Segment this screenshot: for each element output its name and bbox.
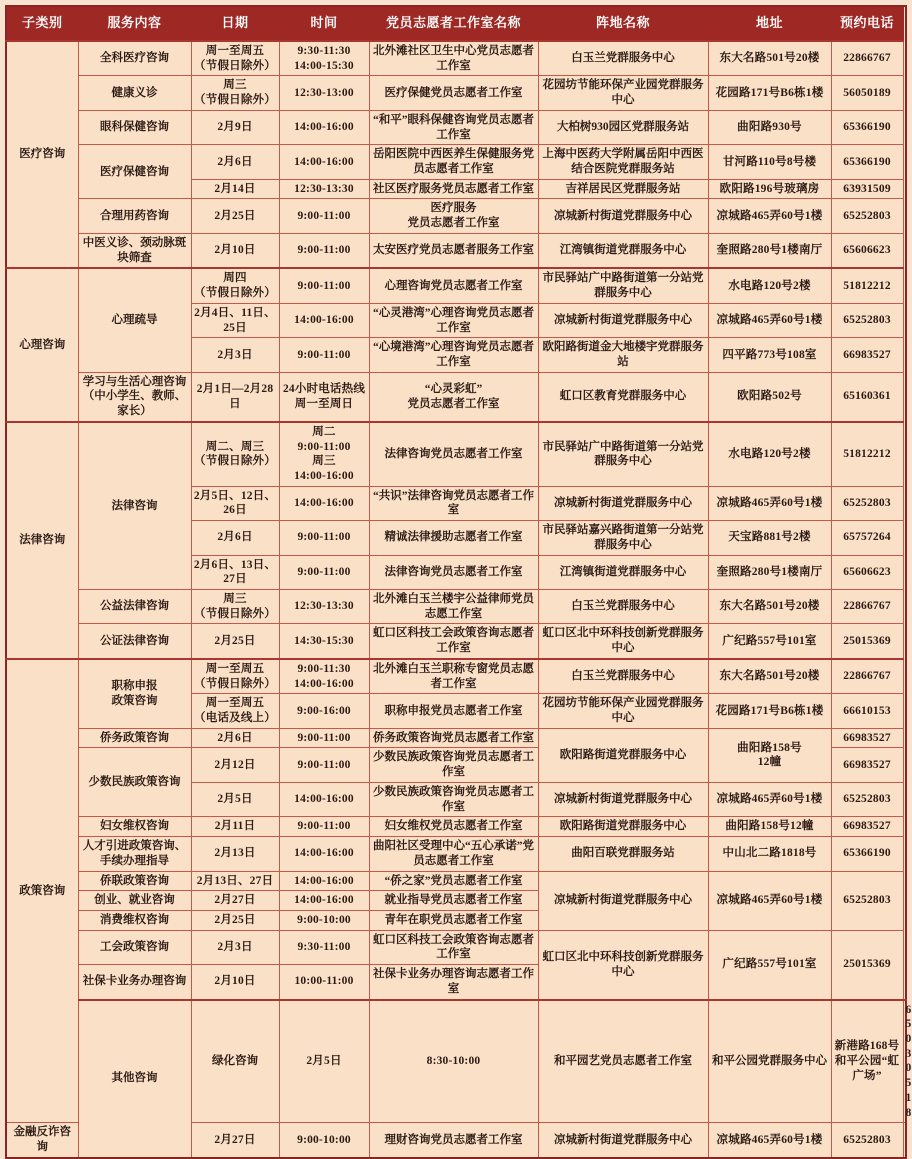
- phone-cell: 66983527: [831, 748, 903, 782]
- base-cell: 吉祥居民区党群服务站: [538, 179, 708, 199]
- time-cell: 9:00-11:00: [279, 268, 369, 303]
- base-cell: 江湾镇街道党群服务中心: [538, 555, 708, 589]
- phone-cell: 65252803: [831, 303, 903, 337]
- studio-cell: 理财咨询党员志愿者工作室: [369, 1123, 538, 1158]
- time-cell: 9:30-11:00: [279, 930, 369, 964]
- service-cell: 学习与生活心理咨询（中小学生、教师、家长）: [78, 372, 191, 422]
- time-cell: 12:30-13:30: [279, 590, 369, 624]
- studio-cell: “侨之家”党员志愿者工作室: [369, 871, 538, 891]
- phone-cell: 65252803: [831, 871, 903, 930]
- address-cell: 凉城路465弄60号1楼: [708, 486, 831, 520]
- phone-cell: 65030518: [903, 1000, 906, 1123]
- phone-cell: 66983527: [831, 817, 903, 837]
- date-cell: 周一至周五 （节假日除外）: [191, 659, 279, 694]
- base-cell: 江湾镇街道党群服务中心: [538, 233, 708, 268]
- phone-cell: 22866767: [831, 590, 903, 624]
- table-row: [6, 817, 906, 837]
- studio-cell: 岳阳医院中西医养生保健服务党员志愿者工作室: [369, 145, 538, 179]
- base-cell: 凉城新村街道党群服务中心: [538, 486, 708, 520]
- phone-cell: 66610153: [831, 694, 903, 728]
- table-row: [6, 871, 906, 891]
- date-cell: 2月9日: [191, 110, 279, 144]
- date-cell: 周三 （节假日除外）: [191, 590, 279, 624]
- date-cell: 2月6日: [191, 521, 279, 555]
- service-cell: 消费维权咨询: [78, 910, 191, 930]
- phone-cell: 65757264: [831, 521, 903, 555]
- address-cell: 中山北二路1818号: [708, 837, 831, 871]
- header-row: [6, 6, 906, 41]
- time-cell: 14:00-16:00: [279, 145, 369, 179]
- base-cell: 白玉兰党群服务中心: [538, 590, 708, 624]
- table-header: [6, 6, 906, 41]
- time-cell: 9:30-11:30 14:00-15:30: [279, 41, 369, 76]
- table-row: [6, 110, 906, 144]
- date-cell: 2月27日: [191, 891, 279, 911]
- time-cell: 9:00-10:00: [279, 910, 369, 930]
- time-cell: 14:00-16:00: [279, 110, 369, 144]
- time-cell: 12:30-13:30: [279, 179, 369, 199]
- studio-cell: 虹口区科技工会政策咨询志愿者工作室: [369, 624, 538, 659]
- base-cell: 大柏树930园区党群服务站: [538, 110, 708, 144]
- time-cell: 9:00-16:00: [279, 694, 369, 728]
- address-cell: 曲阳路930号: [708, 110, 831, 144]
- studio-cell: 侨务政策咨询党员志愿者工作室: [369, 728, 538, 748]
- phone-cell: 65252803: [831, 486, 903, 520]
- studio-cell: “和平”眼科保健咨询党员志愿者工作室: [369, 110, 538, 144]
- table-body: [6, 41, 912, 1158]
- studio-cell: 法律咨询党员志愿者工作室: [369, 555, 538, 589]
- date-cell: 2月6日: [191, 728, 279, 748]
- service-cell: 公证法律咨询: [78, 624, 191, 659]
- address-cell: 曲阳路158号12幢: [708, 817, 831, 837]
- time-cell: 10:00-11:00: [279, 965, 369, 1000]
- studio-cell: 社保卡业务办理咨询志愿者工作室: [369, 965, 538, 1000]
- time-cell: 周二 9:00-11:00 周三 14:00-16:00: [279, 422, 369, 486]
- phone-cell: 65252803: [831, 782, 903, 816]
- address-cell: 奎照路280号1楼南厅: [708, 555, 831, 589]
- service-cell: 法律咨询: [78, 422, 191, 590]
- service-cell: 职称申报 政策咨询: [78, 659, 191, 728]
- studio-cell: 少数民族政策咨询党员志愿者工作室: [369, 782, 538, 816]
- studio-cell: 社区医疗服务党员志愿者工作室: [369, 179, 538, 199]
- date-cell: 2月4日、11日、25日: [191, 303, 279, 337]
- table-row: [6, 145, 906, 179]
- table-row: [6, 41, 906, 76]
- studio-cell: 北外滩白玉兰职称专窗党员志愿者工作室: [369, 659, 538, 694]
- date-cell: 2月12日: [191, 748, 279, 782]
- category-cell: 法律咨询: [6, 422, 78, 659]
- base-cell: 欧阳路街道金大地楼宇党群服务站: [538, 338, 708, 372]
- phone-cell: 51812212: [831, 268, 903, 303]
- date-cell: 2月25日: [191, 910, 279, 930]
- date-cell: 2月5日、12日、26日: [191, 486, 279, 520]
- date-cell: 2月13日、27日: [191, 871, 279, 891]
- date-cell: 2月3日: [191, 930, 279, 964]
- table-row: [6, 659, 906, 694]
- address-cell: 东大名路501号20楼: [708, 659, 831, 694]
- base-cell: 白玉兰党群服务中心: [538, 41, 708, 76]
- date-cell: 2月14日: [191, 179, 279, 199]
- time-cell: 9:00-11:00: [279, 199, 369, 233]
- phone-cell: 56050189: [831, 76, 903, 110]
- base-cell: 凉城新村街道党群服务中心: [538, 199, 708, 233]
- date-cell: 2月3日: [191, 338, 279, 372]
- time-cell: 9:00-11:00: [279, 555, 369, 589]
- base-cell: 市民驿站广中路街道第一分站党群服务中心: [538, 268, 708, 303]
- base-cell: 市民驿站嘉兴路街道第一分站党群服务中心: [538, 521, 708, 555]
- service-cell: 人才引进政策咨询、手续办理指导: [78, 837, 191, 871]
- studio-cell: 职称申报党员志愿者工作室: [369, 694, 538, 728]
- column-header-sub-category: 子类别: [6, 6, 78, 41]
- studio-cell: 心理咨询党员志愿者工作室: [369, 268, 538, 303]
- column-header-party-volunteer-studio-name: 党员志愿者工作室名称: [369, 6, 538, 41]
- service-cell: 社保卡业务办理咨询: [78, 965, 191, 1000]
- date-cell: 周二、周三 （节假日除外）: [191, 422, 279, 486]
- time-cell: 12:30-13:00: [279, 76, 369, 110]
- time-cell: 9:00-11:00: [279, 728, 369, 748]
- phone-cell: 25015369: [831, 930, 903, 999]
- table-row: [6, 372, 906, 422]
- column-header-date: 日期: [191, 6, 279, 41]
- column-header-service-content: 服务内容: [78, 6, 191, 41]
- date-cell: 周四 （节假日除外）: [191, 268, 279, 303]
- column-header-reservation-phone: 预约电话: [831, 6, 903, 41]
- base-cell: 花园坊节能环保产业园党群服务中心: [538, 76, 708, 110]
- phone-cell: 65366190: [831, 110, 903, 144]
- phone-cell: 66983527: [831, 728, 903, 748]
- service-cell: 侨联政策咨询: [78, 871, 191, 891]
- category-cell: 政策咨询: [6, 659, 78, 1123]
- address-cell: 广纪路557号101室: [708, 624, 831, 659]
- address-cell: 凉城路465弄60号1楼: [708, 1123, 831, 1158]
- time-cell: 8:30-10:00: [369, 1000, 538, 1123]
- address-cell: 曲阳路158号 12幢: [708, 728, 831, 782]
- studio-cell: 少数民族政策咨询党员志愿者工作室: [369, 748, 538, 782]
- phone-cell: 65606623: [831, 233, 903, 268]
- address-cell: 东大名路501号20楼: [708, 41, 831, 76]
- table-row: [6, 728, 906, 748]
- date-cell: 2月5日: [191, 782, 279, 816]
- phone-cell: 25015369: [831, 624, 903, 659]
- time-cell: 9:00-11:00: [279, 233, 369, 268]
- address-cell: 凉城路465弄60号1楼: [708, 871, 831, 930]
- address-cell: 水电路120号2楼: [708, 422, 831, 486]
- base-cell: 凉城新村街道党群服务中心: [538, 1123, 708, 1158]
- table-row: [6, 422, 906, 486]
- service-cell: 医疗保健咨询: [78, 145, 191, 199]
- table-row: [6, 930, 906, 964]
- address-cell: 欧阳路196号玻璃房: [708, 179, 831, 199]
- studio-cell: 精诚法律援助志愿者工作室: [369, 521, 538, 555]
- time-cell: 9:00-11:30 14:00-16:00: [279, 659, 369, 694]
- studio-cell: 就业指导党员志愿者工作室: [369, 891, 538, 911]
- base-cell: 凉城新村街道党群服务中心: [538, 303, 708, 337]
- date-cell: 2月6日、13日、27日: [191, 555, 279, 589]
- service-cell: 公益法律咨询: [78, 590, 191, 624]
- base-cell: 虹口区北中环科技创新党群服务中心: [538, 930, 708, 999]
- service-cell: 健康义诊: [78, 76, 191, 110]
- table-row: [6, 76, 906, 110]
- phone-cell: 22866767: [831, 41, 903, 76]
- studio-cell: 太安医疗党员志愿者服务工作室: [369, 233, 538, 268]
- base-cell: 欧阳路街道党群服务中心: [538, 728, 708, 782]
- base-cell: 虹口区北中环科技创新党群服务中心: [538, 624, 708, 659]
- studio-cell: 北外滩白玉兰楼宇公益律师党员志愿工作室: [369, 590, 538, 624]
- studio-cell: “心境港湾”心理咨询党员志愿者工作室: [369, 338, 538, 372]
- address-cell: 四平路773号108室: [708, 338, 831, 372]
- base-cell: 欧阳路街道党群服务中心: [538, 817, 708, 837]
- date-cell: 2月13日: [191, 837, 279, 871]
- address-cell: 凉城路465弄60号1楼: [708, 782, 831, 816]
- base-cell: 花园坊节能环保产业园党群服务中心: [538, 694, 708, 728]
- date-cell: 周一至周五 （电话及线上）: [191, 694, 279, 728]
- address-cell: 水电路120号2楼: [708, 268, 831, 303]
- time-cell: 9:00-11:00: [279, 338, 369, 372]
- table-row: [6, 624, 906, 659]
- date-cell: 2月10日: [191, 233, 279, 268]
- time-cell: 9:00-10:00: [279, 1123, 369, 1158]
- time-cell: 14:00-16:00: [279, 837, 369, 871]
- address-cell: 凉城路465弄60号1楼: [708, 199, 831, 233]
- time-cell: 9:00-11:00: [279, 817, 369, 837]
- service-cell: 绿化咨询: [191, 1000, 279, 1123]
- category-cell: 医疗咨询: [6, 41, 78, 268]
- studio-cell: 和平园艺党员志愿者工作室: [538, 1000, 708, 1123]
- date-cell: 周三 （节假日除外）: [191, 76, 279, 110]
- service-cell: 中医义诊、颈动脉斑块筛查: [78, 233, 191, 268]
- time-cell: 9:00-11:00: [279, 521, 369, 555]
- date-cell: 2月10日: [191, 965, 279, 1000]
- table-row: [6, 837, 906, 871]
- date-cell: 2月1日—2月28日: [191, 372, 279, 422]
- service-cell: 妇女维权咨询: [78, 817, 191, 837]
- phone-cell: 66983527: [831, 338, 903, 372]
- address-cell: 东大名路501号20楼: [708, 590, 831, 624]
- base-cell: 和平公园党群服务中心: [708, 1000, 831, 1123]
- studio-cell: 青年在职党员志愿者工作室: [369, 910, 538, 930]
- time-cell: 14:00-16:00: [279, 891, 369, 911]
- service-schedule-table: [5, 5, 912, 1159]
- studio-cell: 曲阳社区受理中心“五心承诺”党员志愿者工作室: [369, 837, 538, 871]
- time-cell: 24小时电话热线周一至周日: [279, 372, 369, 422]
- studio-cell: “共识”法律咨询党员志愿者工作室: [369, 486, 538, 520]
- base-cell: 曲阳百联党群服务站: [538, 837, 708, 871]
- time-cell: 14:00-16:00: [279, 303, 369, 337]
- service-cell: 少数民族政策咨询: [78, 748, 191, 817]
- studio-cell: 北外滩社区卫生中心党员志愿者工作室: [369, 41, 538, 76]
- phone-cell: 22866767: [831, 659, 903, 694]
- base-cell: 上海中医药大学附属岳阳中西医结合医院党群服务站: [538, 145, 708, 179]
- table-row: [6, 1000, 906, 1123]
- address-cell: 奎照路280号1楼南厅: [708, 233, 831, 268]
- base-cell: 白玉兰党群服务中心: [538, 659, 708, 694]
- service-cell: 全科医疗咨询: [78, 41, 191, 76]
- studio-cell: “心灵彩虹” 党员志愿者工作室: [369, 372, 538, 422]
- time-cell: 14:00-16:00: [279, 782, 369, 816]
- service-cell: 工会政策咨询: [78, 930, 191, 964]
- service-cell: 心理疏导: [78, 268, 191, 372]
- phone-cell: 51812212: [831, 422, 903, 486]
- base-cell: 凉城新村街道党群服务中心: [538, 782, 708, 816]
- address-cell: 花园路171号B6栋1楼: [708, 76, 831, 110]
- phone-cell: 65252803: [831, 1123, 903, 1158]
- phone-cell: 65366190: [831, 145, 903, 179]
- table-row: [6, 590, 906, 624]
- studio-cell: 虹口区科技工会政策咨询志愿者工作室: [369, 930, 538, 964]
- phone-cell: 65252803: [831, 199, 903, 233]
- studio-cell: 妇女维权党员志愿者工作室: [369, 817, 538, 837]
- table-row: [6, 233, 906, 268]
- address-cell: 花园路171号B6栋1楼: [708, 694, 831, 728]
- studio-cell: 医疗保健党员志愿者工作室: [369, 76, 538, 110]
- date-cell: 2月6日: [191, 145, 279, 179]
- phone-cell: 65606623: [831, 555, 903, 589]
- category-cell: 心理咨询: [6, 268, 78, 421]
- studio-cell: 法律咨询党员志愿者工作室: [369, 422, 538, 486]
- service-cell: 侨务政策咨询: [78, 728, 191, 748]
- date-cell: 周一至周五 （节假日除外）: [191, 41, 279, 76]
- time-cell: 14:30-15:30: [279, 624, 369, 659]
- base-cell: 市民驿站广中路街道第一分站党群服务中心: [538, 422, 708, 486]
- service-cell: 合理用药咨询: [78, 199, 191, 233]
- column-header-address: 地址: [708, 6, 831, 41]
- address-cell: 欧阳路502号: [708, 372, 831, 422]
- time-cell: 9:00-11:00: [279, 748, 369, 782]
- service-cell: 金融反诈咨询: [6, 1123, 78, 1158]
- column-header-time: 时间: [279, 6, 369, 41]
- base-cell: 凉城新村街道党群服务中心: [538, 871, 708, 930]
- date-cell: 2月11日: [191, 817, 279, 837]
- phone-cell: 63931509: [831, 179, 903, 199]
- address-cell: 新港路168号 和平公园“虹广场”: [831, 1000, 903, 1123]
- service-cell: 创业、就业咨询: [78, 891, 191, 911]
- studio-cell: 医疗服务 党员志愿者工作室: [369, 199, 538, 233]
- address-cell: 凉城路465弄60号1楼: [708, 303, 831, 337]
- phone-cell: 65366190: [831, 837, 903, 871]
- table-row: [6, 199, 906, 233]
- time-cell: 14:00-16:00: [279, 871, 369, 891]
- date-cell: 2月27日: [191, 1123, 279, 1158]
- category-cell: 其他咨询: [78, 1000, 191, 1158]
- column-header-base-name: 阵地名称: [538, 6, 708, 41]
- studio-cell: “心灵港湾”心理咨询党员志愿者工作室: [369, 303, 538, 337]
- phone-cell: 65160361: [831, 372, 903, 422]
- date-cell: 2月25日: [191, 199, 279, 233]
- table-row: [6, 268, 906, 303]
- service-cell: 眼科保健咨询: [78, 110, 191, 144]
- date-cell: 2月5日: [279, 1000, 369, 1123]
- time-cell: 14:00-16:00: [279, 486, 369, 520]
- date-cell: 2月25日: [191, 624, 279, 659]
- address-cell: 甘河路110号8号楼: [708, 145, 831, 179]
- address-cell: 天宝路881号2楼: [708, 521, 831, 555]
- address-cell: 广纪路557号101室: [708, 930, 831, 999]
- base-cell: 虹口区教育党群服务中心: [538, 372, 708, 422]
